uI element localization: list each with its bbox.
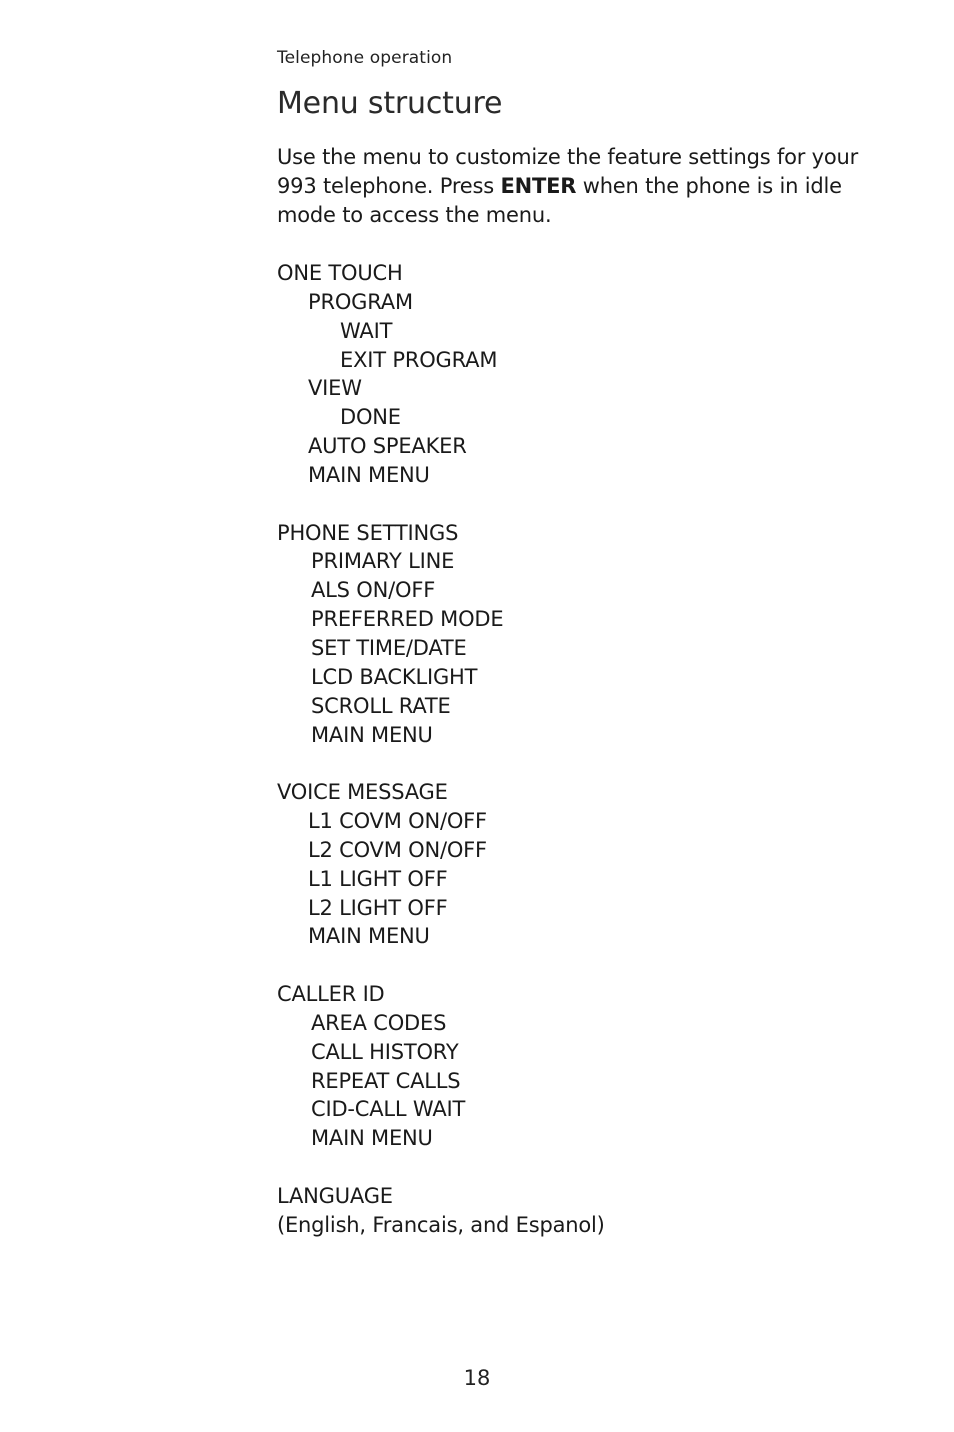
intro-text-after: when the phone is in idle mode to access the menu. <box>277 174 842 227</box>
menu-item-done: DONE <box>340 405 401 430</box>
menu-item-l2-covm: L2 COVM ON/OFF <box>308 837 487 862</box>
menu-item-wait: WAIT <box>340 318 393 343</box>
menu-heading-one-touch: ONE TOUCH <box>277 261 403 285</box>
menu-item-area-codes: AREA CODES <box>311 1010 447 1035</box>
menu-item-program: PROGRAM <box>308 289 413 314</box>
menu-heading-voice-message: VOICE MESSAGE <box>277 780 448 805</box>
menu-group-phone-settings <box>277 519 605 750</box>
enter-key-label: ENTER <box>500 174 577 198</box>
menu-item-exit-program: EXIT PROGRAM <box>340 347 498 372</box>
menu-item-call-history: CALL HISTORY <box>311 1039 459 1064</box>
menu-item-main-menu: MAIN MENU <box>308 462 430 487</box>
menu-heading-phone-settings: PHONE SETTINGS <box>277 520 459 545</box>
menu-heading-language: LANGUAGE <box>277 1184 393 1208</box>
page-title: Menu structure <box>277 86 503 121</box>
menu-group-one-touch <box>277 259 605 490</box>
menu-item-cid-call-wait: CID-CALL WAIT <box>311 1097 466 1122</box>
menu-item-l1-covm: L1 COVM ON/OFF <box>308 809 487 834</box>
language-options: (English, Francais, and Espanol) <box>277 1212 605 1237</box>
section-label: Telephone operation <box>277 48 453 68</box>
menu-item-scroll-rate: SCROLL RATE <box>311 693 451 718</box>
menu-group-caller-id <box>277 980 605 1153</box>
menu-item-main-menu: MAIN MENU <box>311 722 433 747</box>
menu-item-l1-light-off: L1 LIGHT OFF <box>308 866 448 891</box>
menu-item-main-menu: MAIN MENU <box>311 1126 433 1151</box>
page-number: 18 <box>463 1366 491 1390</box>
menu-item-l2-light-off: L2 LIGHT OFF <box>308 895 448 920</box>
menu-item-preferred-mode: PREFERRED MODE <box>311 607 504 632</box>
menu-item-repeat-calls: REPEAT CALLS <box>311 1068 461 1093</box>
menu-group-voice-message <box>277 778 605 951</box>
menu-item-als-on-off: ALS ON/OFF <box>311 578 436 603</box>
intro-text-before: Use the menu to customize the feature settings for your 993 telephone. Press <box>277 145 859 198</box>
menu-item-primary-line: PRIMARY LINE <box>311 549 455 574</box>
menu-item-view: VIEW <box>308 376 362 401</box>
menu-group-language <box>277 1182 605 1240</box>
menu-heading-caller-id: CALLER ID <box>277 982 385 1007</box>
menu-tree <box>277 259 605 1240</box>
menu-item-main-menu: MAIN MENU <box>308 924 430 949</box>
intro-paragraph <box>277 143 892 230</box>
menu-item-lcd-backlight: LCD BACKLIGHT <box>311 664 478 689</box>
menu-item-set-time-date: SET TIME/DATE <box>311 635 467 660</box>
menu-item-auto-speaker: AUTO SPEAKER <box>308 434 467 459</box>
